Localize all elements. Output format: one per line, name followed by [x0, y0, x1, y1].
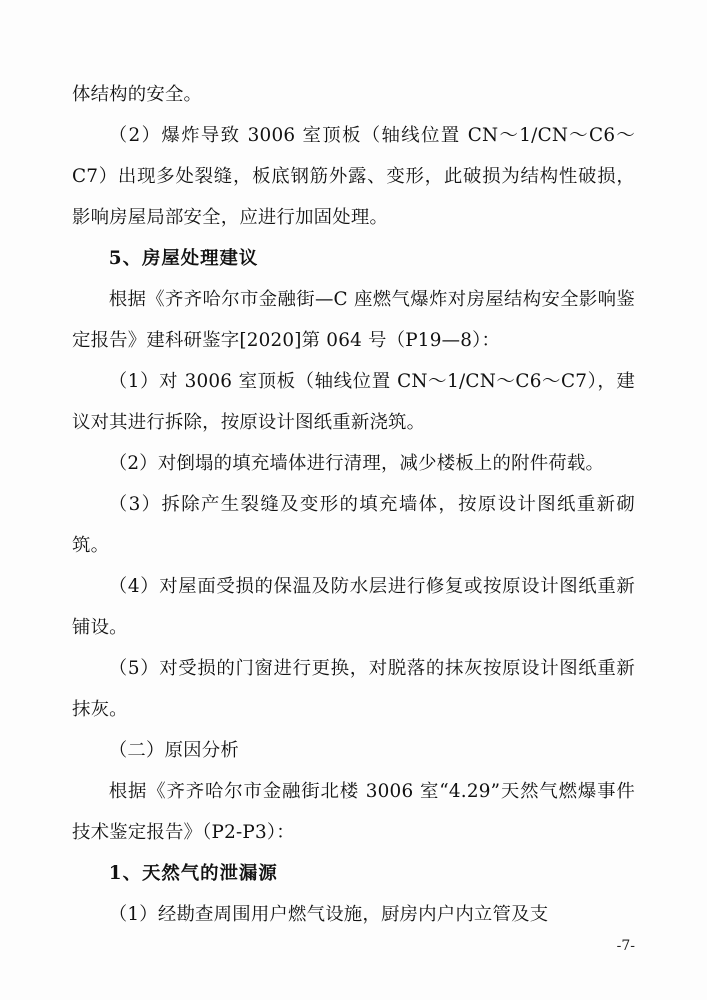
paragraph: （二）原因分析 — [108, 740, 239, 761]
paragraph: （2）爆炸导致 3006 室顶板（轴线位置 CN～1/CN～C6～C7）出现多处裂缝，板底钢筋外露、变形，此破损为结构性破损，影响房屋局部安全，应进行加固处理。 — [72, 125, 635, 228]
page-number: -7- — [616, 938, 635, 954]
paragraph: （1）经勘查周围用户燃气设施，厨房内户内立管及支 — [108, 904, 549, 925]
paragraph: 根据《齐齐哈尔市金融街—C 座燃气爆炸对房屋结构安全影响鉴定报告》建科研鉴字[2020]第 064 号（P19—8）： — [72, 289, 635, 351]
paragraph: 体结构的安全。 — [72, 84, 203, 105]
paragraph: （1）对 3006 室顶板（轴线位置 CN～1/CN～C6～C7），建议对其进行拆除，按原设计图纸重新浇筑。 — [72, 371, 635, 433]
document-body — [72, 74, 635, 935]
paragraph: （2）对倒塌的填充墙体进行清理，减少楼板上的附件荷载。 — [108, 453, 605, 474]
paragraph: （4）对屋面受损的保温及防水层进行修复或按原设计图纸重新铺设。 — [72, 576, 635, 638]
paragraph: （3）拆除产生裂缝及变形的填充墙体，按原设计图纸重新砌筑。 — [72, 494, 635, 556]
paragraph: （5）对受损的门窗进行更换，对脱落的抹灰按原设计图纸重新抹灰。 — [72, 658, 635, 720]
section-heading: 5、房屋处理建议 — [108, 248, 259, 269]
section-heading: 1、天然气的泄漏源 — [108, 863, 278, 884]
paragraph: 根据《齐齐哈尔市金融街北楼 3006 室“4.29”天然气燃爆事件技术鉴定报告》（P2-P3）： — [72, 781, 635, 843]
